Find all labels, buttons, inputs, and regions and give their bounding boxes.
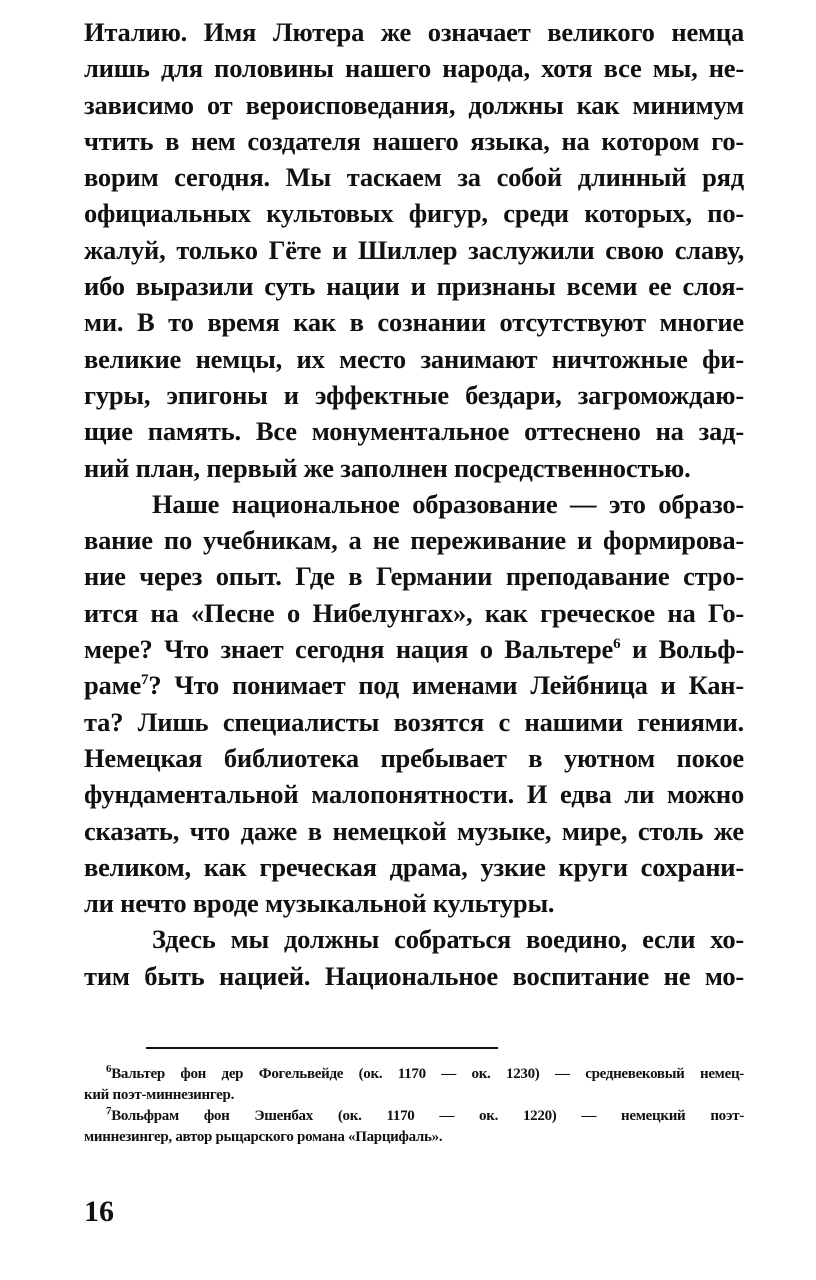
text-fragment: и Вольф-: [620, 634, 745, 665]
text-fragment: мере? Что знает сегодня нация о Вальтере: [84, 634, 614, 665]
text-line: Италию. Имя Лютера же означает великого немца: [84, 17, 744, 47]
paragraph-start-line: Здесь мы должны собраться воедино, если хо-: [152, 924, 744, 955]
text-line-with-footnote: [84, 631, 744, 667]
footnote-6: [84, 1064, 744, 1085]
footnote-text: Вольфрам фон Эшенбах (ок. 1170 — ок. 1220) — немецкий поэт-: [111, 1108, 744, 1124]
text-line: вание по учебникам, а не переживание и формирова-: [84, 525, 744, 556]
text-line: ится на «Песне о Нибелунгах», как греческое на Го-: [84, 597, 744, 628]
text-line: ний план, первый же заполнен посредственностью.: [84, 452, 691, 483]
page-number: 16: [84, 1195, 114, 1228]
text-fragment: раме: [84, 670, 142, 701]
text-line: Немецкая библиотека пребывает в уютном покое: [84, 742, 744, 773]
footnote-7: [84, 1106, 744, 1127]
text-line: великие немцы, их место занимают ничтожные фи-: [84, 343, 744, 374]
text-line: сказать, что даже в немецкой музыке, мире, столь же: [84, 815, 744, 846]
footnotes: [84, 1064, 744, 1148]
text-fragment: ? Что понимает под именами Лейбница и Кан-: [148, 670, 744, 701]
text-line: ми. В то время как в сознании отсутствуют многие: [84, 307, 744, 338]
footnote-ref-7[interactable]: 7: [141, 672, 149, 689]
footnote-marker: 7: [106, 1105, 112, 1117]
footnote-ref-6[interactable]: 6: [613, 636, 621, 653]
text-line: чтить в нем создателя нашего языка, на котором го-: [84, 125, 744, 156]
text-line: гуры, эпигоны и эффектные бездари, загромождаю-: [84, 379, 744, 410]
main-text: [84, 14, 744, 994]
text-line-with-footnote: [84, 667, 744, 703]
footnote-divider: [146, 1047, 498, 1049]
text-line: щие память. Все монументальное оттеснено на зад-: [84, 416, 744, 447]
text-line: жалуй, только Гёте и Шиллер заслужили свою славу,: [84, 234, 744, 265]
footnote-7-continued: миннезингер, автор рыцарского романа «Парцифаль».: [84, 1129, 443, 1145]
text-line: та? Лишь специалисты возятся с нашими гениями.: [84, 706, 744, 737]
footnote-marker: 6: [106, 1063, 112, 1075]
text-line: ворим сегодня. Мы таскаем за собой длинный ряд: [84, 162, 744, 193]
text-line: великом, как греческая драма, узкие круги сохрани-: [84, 851, 744, 882]
text-line: лишь для половины нашего народа, хотя все мы, не-: [84, 53, 744, 84]
text-line: официальных культовых фигур, среди которых, по-: [84, 198, 744, 229]
footnote-6-continued: кий поэт-миннезингер.: [84, 1087, 235, 1103]
footnote-text: Вальтер фон дер Фогельвейде (ок. 1170 — ок. 1230) — средневековый немец-: [111, 1066, 744, 1082]
paragraph-start-line: Наше национальное образование — это образо-: [152, 488, 744, 519]
text-line: ли нечто вроде музыкальной культуры.: [84, 888, 555, 919]
text-line: зависимо от вероисповедания, должны как минимум: [84, 89, 744, 120]
text-line: тим быть нацией. Национальное воспитание не мо-: [84, 960, 744, 991]
text-line: ибо выразили суть нации и признаны всеми ее слоя-: [84, 271, 744, 302]
text-line: фундаментальной малопонятности. И едва ли можно: [84, 779, 744, 810]
text-line: ние через опыт. Где в Германии преподавание стро-: [84, 561, 744, 592]
